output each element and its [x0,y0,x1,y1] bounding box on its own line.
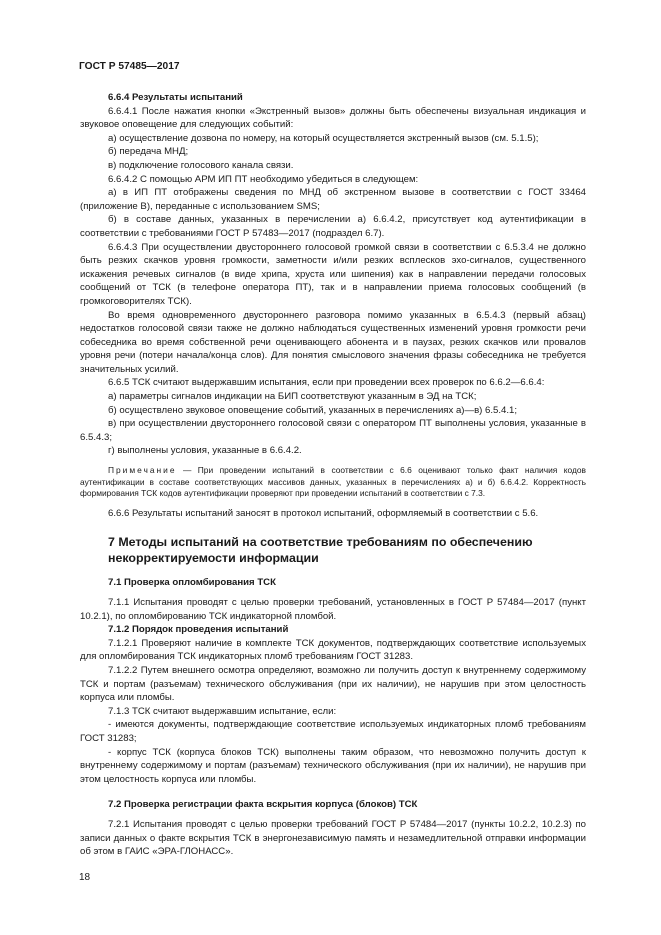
list-item: - имеются документы, подтверждающие соответствие используемых индикаторных пломб требованиям ГОСТ 31283; [80,719,586,744]
subsection-heading: 7.1 Проверка опломбирования ТСК [108,577,276,589]
list-item: - корпус ТСК (корпуса блоков ТСК) выполнены таким образом, что невозможно получить доступ к внутреннему содержимому и портам (разъемам) технического обслуживания (при их наличии), не нарушив при этом целостность корпуса или пломбы. [80,746,586,785]
paragraph: 6.6.4.3 При осуществлении двустороннего голосовой громкой связи в соответствии с 6.5.3.4 не должно быть резких скачков уровня громкости, заметности и/или резких всплесков эхо-сигналов, существенного искажения речевых сигналов (в виде хрипа, хруста или шипения) как в направлении передачи голосовых сообщений от ТСК (в телефоне оператора ПТ), так и в направлении приема голосовых сообщений (в громкоговорителях ТСК). [80,241,586,307]
page-number: 18 [79,872,91,883]
section-title: 7 Методы испытаний на соответствие требованиям по обеспечению некорректируемости информации [108,535,533,566]
list-item: б) осуществлено звуковое оповещение событий, указанных в перечислениях а)—в) 6.5.4.1; [108,404,518,416]
paragraph: 6.6.4.2 С помощью АРМ ИП ПТ необходимо убедиться в следующем: [108,173,419,185]
list-item: в) подключение голосового канала связи. [108,159,294,171]
list-item: а) осуществление дозвона по номеру, на который осуществляется экстренный вызов (см. 5.1.5); [108,132,539,144]
paragraph: Во время одновременного двустороннего разговора помимо указанных в 6.5.4.3 (первый абзац) недостатков голосовой связи также не должно наблюдаться существенных изменений уровня громкости речи собеседника во время собственной речи оценивающего абонента и в паузах, резких скачков или провалов уровня речи (потери начала/конца слов). Для понятия смыслового значения фразы собеседника не требуется значительных усилий. [80,309,586,375]
note-label: Примечание [108,465,177,476]
subsection-heading: 7.1.2 Порядок проведения испытаний [108,624,289,636]
document-header: ГОСТ Р 57485—2017 [79,61,180,72]
paragraph: 7.1.3 ТСК считают выдержавшим испытание, если: [108,705,337,717]
page-body [80,91,586,859]
subsection-heading: 6.6.4 Результаты испытаний [108,92,243,103]
note-text: — При проведении испытаний в соответствии с 6.6 оценивают только факт наличия кодов аутентификации в составе соответствующих массивов данных, указанных в перечислениях а) и б) 6.6.4.2. Корректность формирования ТСК кодов аутентификации проверяют при проведении испытаний в соответствии с 7.3. [80,465,586,499]
list-item: а) параметры сигналов индикации на БИП соответствуют указанным в ЭД на ТСК; [108,391,477,403]
paragraph: 6.6.4.1 После нажатия кнопки «Экстренный вызов» должны быть обеспечены визуальная индикация и звуковое оповещение для следующих событий: [80,105,586,131]
paragraph: 7.1.2.2 Путем внешнего осмотра определяют, возможно ли получить доступ к внутреннему содержимому ТСК и портам (разъемам) технического обслуживания (при их наличии), не нарушив при этом целостность корпуса или пломбы. [80,664,586,704]
list-item: г) выполнены условия, указанные в 6.6.4.2. [108,445,302,457]
list-item: б) передача МНД; [108,146,189,158]
note [80,465,586,500]
paragraph: 7.1.2.1 Проверяют наличие в комплекте ТСК документов, подтверждающих соответствие используемых для опломбирования ТСК индикаторных пломб требованиям ГОСТ 31283. [80,637,586,663]
list-item: в) при осуществлении двустороннего голосовой связи с оператором ПТ выполнены условия, указанные в 6.5.4.3; [80,418,586,443]
paragraph: 6.6.6 Результаты испытаний заносят в протокол испытаний, оформляемый в соответствии с 5.6. [108,507,539,519]
paragraph: 7.2.1 Испытания проводят с целью проверки требований ГОСТ Р 57484—2017 (пункты 10.2.2, 10.2.3) по записи данных о факте вскрытия ТСК в энергонезависимую память и незамедлительной отправки информации об этом в ГАИС «ЭРА-ГЛОНАСС». [80,818,586,858]
list-item: а) в ИП ПТ отображены сведения по МНД об экстренном вызове в соответствии с ГОСТ 33464 (приложение В), переданные с использованием SMS; [80,187,586,212]
subsection-heading: 7.2 Проверка регистрации факта вскрытия корпуса (блоков) ТСК [108,799,418,811]
paragraph: 6.6.5 ТСК считают выдержавшим испытания, если при проведении всех проверок по 6.6.2—6.6.4: [108,377,545,389]
paragraph: 7.1.1 Испытания проводят с целью проверки требований, установленных в ГОСТ Р 57484—2017 (пункт 10.2.1), по опломбированию ТСК индикаторной пломбой. [80,597,586,622]
list-item: б) в составе данных, указанных в перечислении а) 6.6.4.2, присутствует код аутентификации в соответствии с требованиями ГОСТ Р 57483—2017 (подраздел 6.7). [80,214,586,239]
